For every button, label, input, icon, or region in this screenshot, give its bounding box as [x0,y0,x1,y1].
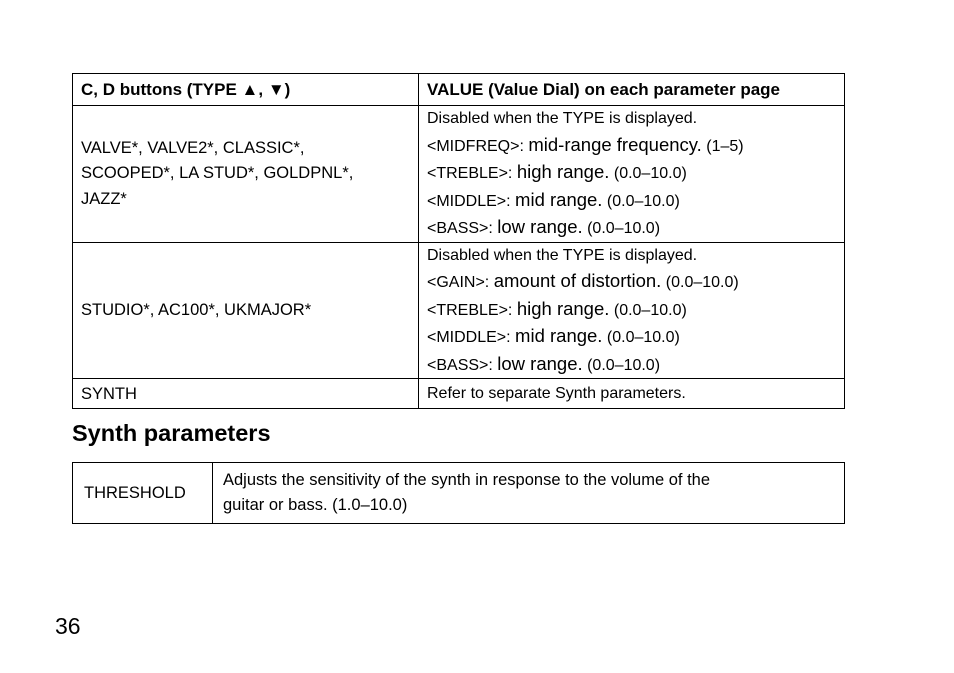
table-row [73,242,845,379]
page-number: 36 [55,613,81,639]
param-line-bass: <BASS>: low range. (0.0–10.0) [427,216,661,237]
description-line: guitar or bass. (1.0–10.0) [223,496,408,514]
amp-type-line: STUDIO*, AC100*, UKMAJOR* [81,300,312,319]
table-header-row [73,74,845,106]
amp-type-synth: SYNTH [73,379,419,409]
synth-param-description [213,463,845,524]
param-line-middle: <MIDDLE>: mid range. (0.0–10.0) [427,325,680,346]
parameter-table [72,73,845,409]
param-line-treble: <TREBLE>: high range. (0.0–10.0) [427,161,687,182]
param-line-treble: <TREBLE>: high range. (0.0–10.0) [427,297,687,319]
header-type-buttons: C, D buttons (TYPE ▲, ▼) [73,74,419,106]
synth-reference-note: Refer to separate Synth parameters. [419,379,845,409]
amp-type-line: SCOOPED*, LA STUD*, GOLDPNL*, [81,164,354,182]
table-row [73,379,845,409]
amp-type-list [73,242,419,379]
synth-parameter-table [72,462,845,524]
amp-type-line: VALVE*, VALVE2*, CLASSIC*, [81,138,305,157]
param-line-bass: <BASS>: low range. (0.0–10.0) [427,352,661,374]
section-heading-synth: Synth parameters [72,420,271,446]
amp-type-list [73,106,419,243]
synth-param-name: THRESHOLD [73,463,213,524]
table-row [73,463,845,524]
amp-type-line: JAZZ* [81,189,127,208]
disabled-note: Disabled when the TYPE is displayed. [427,110,698,127]
table-row [73,106,845,243]
disabled-note: Disabled when the TYPE is displayed. [427,246,698,264]
param-line-gain: <GAIN>: amount of distortion. (0.0–10.0) [427,270,739,291]
header-value-dial: VALUE (Value Dial) on each parameter page [419,74,845,106]
param-line-midfreq: <MIDFREQ>: mid-range frequency. (1–5) [427,133,744,155]
value-description [419,106,845,243]
value-description [419,242,845,379]
description-line: Adjusts the sensitivity of the synth in response to the volume of the [223,470,711,489]
param-line-middle: <MIDDLE>: mid range. (0.0–10.0) [427,188,680,210]
